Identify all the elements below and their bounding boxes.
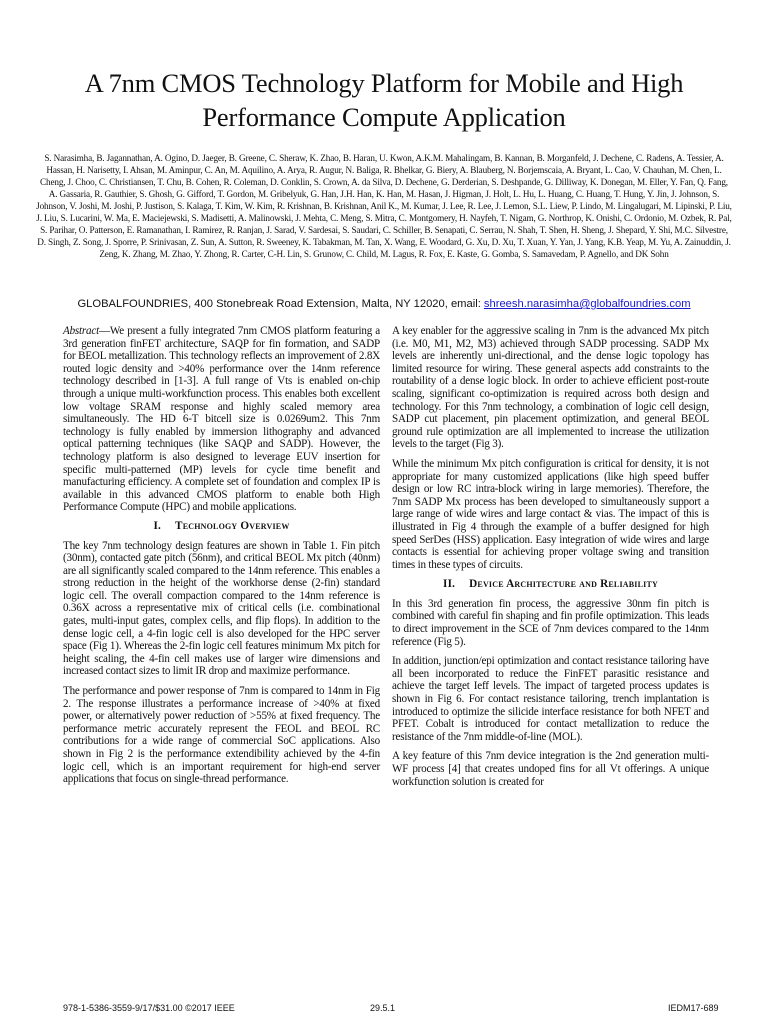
- left-column: [63, 325, 380, 793]
- section-heading-1: [63, 520, 380, 533]
- section-title: Technology Overview: [175, 519, 290, 532]
- paragraph: The key 7nm technology design features are shown in Table 1. Fin pitch (30nm), contacted gate pitch (56nm), and critical BEOL Mx pitch (40nm) are all significantly scaled compared to the 14nm reference. This enables a strong reduction in the height of the workhorse dense (2-fin) standard logic cell. The overall compaction compared to the 14nm reference is 0.36X across a representative mix of critical cells (i.e. combinational gates, multi-input gates, complex cells, and flip flops). In addition to the dense logic cell, a 4-fin logic cell is also developed for the HPC server space (Fig 1). Whereas the 2-fin logic cell features minimum Mx pitch for height scaling, the 4-fin cell makes use of larger wire dimensions and increased contact sizes to limit IR drop and maximize performance.: [63, 539, 380, 678]
- section-title: Device Architecture and Reliability: [469, 578, 658, 591]
- paragraph: In addition, junction/epi optimization and contact resistance tailoring have all been incorporated to reduce the FinFET parasitic resistance and achieve the target Ieff levels. The impact of targeted process updates is shown in Fig 6. For contact resistance tailoring, trench implantation is introduced to optimize the silicide interface resistance for both NFET and PFET. Cobalt is introduced for contact metallization to reduce the resistance of the 7nm middle-of-line (MOL).: [392, 655, 709, 743]
- footer-section-number: 29.5.1: [370, 1003, 396, 1013]
- affiliation: [30, 297, 738, 311]
- paragraph: While the minimum Mx pitch configuration is critical for density, it is not appropriate for many customized applications (like high speed buffer design or low RC intra-block wiring in large memories). Therefore, the 7nm SADP Mx process has been developed to simultaneously support a large range of wide wires and large contact & vias. The impact of this is illustrated in Fig 4 through the example of a buffer designed for high speed SerDes (HSS) application. Easy integration of wide wires and large contacts is essential for achieving proper voltage swing and transition times in these types of circuits.: [392, 457, 709, 571]
- footer-page-id: IEDM17-689: [668, 1003, 719, 1013]
- paragraph: The performance and power response of 7nm is compared to 14nm in Fig 2. The response illustrates a performance increase of >40% at fixed power, or alternatively power reduction of >55% at fixed frequency. The performance metric accurately represent the FEOL and BEOL RC contributions for a wide range of commercial SoC applications. Also shown in Fig 2 is the performance extendibility achieved by the 4-fin logic cell, which is an important requirement for high-end server applications that focus on single-thread performance.: [63, 685, 380, 786]
- author-list: S. Narasimha, B. Jagannathan, A. Ogino, D. Jaeger, B. Greene, C. Sheraw, K. Zhao, B. Haran, U. Kwon, A.K.M. Mahalingam, B. Kannan, B. Morganfeld, J. Dechene, C. Radens, A. Tessier, A. Hassan, H. Narisetty, I. Ahsan, M. Aminpur, C. An, M. Aquilino, A. Arya, R. Augur, N. Baliga, R. Bhelkar, G. Biery, A. Blauberg, N. Borjemscaia, A. Bryant, L. Cao, V. Chauhan, M. Chen, L. Cheng, J. Choo, C. Christiansen, T. Chu, B. Cohen, R. Coleman, D. Conklin, S. Crown, A. da Silva, D. Dechene, G. Derderian, S. Deshpande, G. Dilliway, K. Donegan, M. Eller, Y. Fan, Q. Fang, A. Gassaria, R. Gauthier, S. Ghosh, G. Gifford, T. Gordon, M. Gribelyuk, G. Han, J.H. Han, K. Han, M. Hasan, J. Higman, J. Holt, L. Hu, L. Huang, C. Huang, T. Hung, Y. Jin, J. Johnson, S. Johnson, V. Joshi, M. Joshi, P. Justison, S. Kalaga, T. Kim, W. Kim, R. Krishnan, B. Krishnan, Anil K., M. Kumar, J. Lee, R. Lee, J. Lemon, S.L. Liew, P. Lindo, M. Lingalugari, M. Lipinski, P. Liu, J. Liu, S. Lucarini, W. Ma, E. Maciejewski, S. Madisetti, A. Malinowski, J. Mehta, C. Meng, S. Mitra, C. Montgomery, H. Nayfeh, T. Nigam, G. Northrop, K. Onishi, C. Ordonio, M. Ozbek, R. Pal, S. Parihar, O. Patterson, E. Ramanathan, I. Ramirez, R. Ranjan, J. Sarad, V. Sardesai, S. Saudari, C. Schiller, B. Senapati, C. Serrau, N. Shah, T. Shen, H. Sheng, J. Shepard, Y. Shi, M.C. Silvestre, D. Singh, Z. Song, J. Sporre, P. Srinivasan, Z. Sun, A. Sutton, R. Sweeney, K. Tabakman, M. Tan, X. Wang, E. Woodard, G. Xu, D. Xu, T. Xuan, Y. Yan, J. Yang, K.B. Yeap, M. Yu, A. Zainuddin, J. Zeng, K. Zhang, M. Zhao, Y. Zhong, R. Carter, C-H. Lin, S. Grunow, C. Child, M. Lagus, R. Fox, E. Kaste, G. Gomba, S. Samavedam, P. Agnello, and DK Sohn: [36, 153, 732, 260]
- paragraph: In this 3rd generation fin process, the aggressive 30nm fin pitch is combined with careful fin shaping and fin profile optimization. This leads to direct improvement in the SCE of 7nm devices compared to the 14nm reference (Fig 5).: [392, 597, 709, 648]
- abstract-label: Abstract: [63, 325, 99, 337]
- section-number: I.: [153, 519, 162, 532]
- abstract: [63, 325, 380, 514]
- paper-title: A 7nm CMOS Technology Platform for Mobile and High Performance Compute Application: [84, 68, 684, 132]
- abstract-text: —We present a fully integrated 7nm CMOS platform featuring a 3rd generation finFET architecture, SAQP for fin formation, and SADP for BEOL metallization. This technology reflects an improvement of 2.8X routed logic density and >40% performance over the 14nm reference technology described in [1-3]. A full range of Vts is enabled on-chip through a unique multi-workfunction process. This enables both excellent low voltage SRAM response and highly scaled memory area simultaneously. The HD 6-T bitcell size is 0.0269um2. This 7nm technology is fully enabled by immersion lithography and advanced optical patterning techniques (like SAQP and SADP). However, the technology platform is also designed to leverage EUV insertion for specific multi-patterned (MP) levels for cycle time benefit and manufacturing efficiency. A complete set of foundation and complex IP is available in this advanced CMOS platform to enable both High Performance Compute (HPC) and mobile applications.: [63, 325, 380, 514]
- paragraph: A key enabler for the aggressive scaling in 7nm is the advanced Mx pitch (i.e. M0, M1, M2, M3) achieved through SADP processing. SADP Mx levels are inherently uni-directional, and the dense logic topology has limited resource for wiring. These general aspects add constraints to the routability of a dense logic block. In order to achieve efficient post-route scaling, significant co-optimization is required across both design and technology. For this 7nm technology, a combination of logic cell design, SADP cut placement, pin placement optimization, and general BEOL ground rule optimization are all implemented to increase the utilization levels to the target (Fig 3).: [392, 325, 709, 451]
- affiliation-text: GLOBALFOUNDRIES, 400 Stonebreak Road Extension, Malta, NY 12020, email:: [77, 298, 484, 310]
- footer-copyright: 978-1-5386-3559-9/17/$31.00 ©2017 IEEE: [63, 1003, 235, 1013]
- section-heading-2: [392, 578, 709, 591]
- section-number: II.: [443, 578, 456, 591]
- right-column: [392, 325, 709, 795]
- paragraph: A key feature of this 7nm device integration is the 2nd generation multi-WF process [4] that creates undoped fins for all Vt offerings. A unique workfunction solution is created for: [392, 750, 709, 788]
- email-link[interactable]: shreesh.narasimha@globalfoundries.com: [483, 298, 691, 310]
